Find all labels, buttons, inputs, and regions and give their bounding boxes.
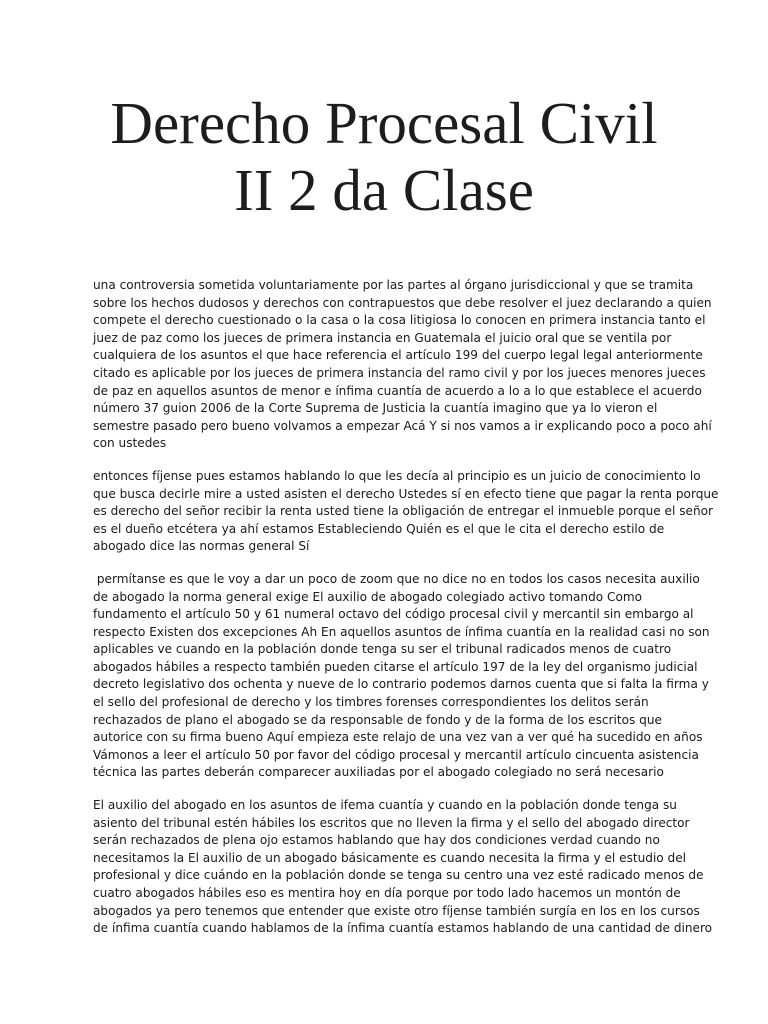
paragraph-line: autorice con su firma bueno Aquí empieza este relajo de una vez van a ver qué ha sucedido en años bbox=[93, 730, 703, 745]
paragraph-line: que busca decirle mire a usted asisten el derecho Ustedes sí en efecto tiene que pagar la renta porque bbox=[93, 486, 719, 501]
paragraph-line: técnica las partes deberán comparecer auxiliadas por el abogado colegiado no será necesario bbox=[93, 765, 664, 780]
paragraph-line: fundamento el artículo 50 y 61 numeral octavo del código procesal civil y mercantil sin embargo al bbox=[93, 607, 694, 622]
paragraph-line: El auxilio del abogado en los asuntos de ifema cuantía y cuando en la población donde tenga su bbox=[93, 798, 677, 813]
paragraph bbox=[93, 797, 713, 938]
paragraph-line: cualquiera de los asuntos el que hace referencia el artículo 199 del cuerpo legal legal anteriormente bbox=[93, 348, 703, 363]
paragraph-line: respecto Existen dos excepciones Ah En aquellos asuntos de ínfima cuantía en la realidad casi no son bbox=[93, 624, 710, 639]
paragraph-line: cuatro abogados hábiles eso es mentira hoy en día porque por todo lado hacemos un montón de bbox=[93, 886, 681, 900]
paragraph-line: número 37 guion 2006 de la Corte Suprema de Justicia la cuantía imagino que ya lo vieron el bbox=[93, 401, 658, 416]
paragraph-line: abogado dice las normas general Sí bbox=[93, 539, 310, 554]
paragraph bbox=[93, 571, 710, 782]
paragraph-line: semestre pasado pero bueno volvamos a empezar Acá Y si nos vamos a ir explicando poco a poco ahí bbox=[93, 418, 712, 433]
title-line: Derecho Procesal Civil bbox=[110, 90, 658, 156]
paragraph-line: sobre los hechos dudosos y derechos con contrapuestos que debe resolver el juez declarando a quien bbox=[93, 295, 712, 310]
paragraph-line: abogados hábiles a respecto también pueden citarse el artículo 197 de la ley del organismo judicial bbox=[93, 659, 698, 674]
title-line: II 2 da Clase bbox=[234, 157, 534, 223]
paragraph-line: de paz en aquellos asuntos de menor e ínfima cuantía de acuerdo a lo a lo que establece el acuerdo bbox=[93, 383, 702, 398]
paragraph-line: abogados ya pero tenemos que entender que existe otro fíjense también surgía en los en los cursos bbox=[93, 903, 700, 918]
paragraph-line: es el dueño etcétera ya ahí estamos Estableciendo Quién es el que le cita el derecho estilo de bbox=[93, 521, 665, 536]
paragraph-line: citado es aplicable por los jueces de primera instancia del ramo civil y por los jueces menores jueces bbox=[93, 365, 706, 380]
document-body bbox=[93, 277, 719, 953]
paragraph-line: compete el derecho cuestionado o la casa o la cosa litigiosa lo conocen en primera instancia tanto el bbox=[93, 313, 706, 328]
paragraph-line: decreto legislativo dos ochenta y nueve de lo contrario podemos darnos cuenta que si falta la firma y bbox=[93, 677, 709, 692]
paragraph-line: asiento del tribunal estén hábiles los escritos que no lleven la firma y el sello del abogado director bbox=[93, 815, 690, 830]
paragraph-line: de ínfima cuantía cuando hablamos de la ínfima cuantía estamos hablando de una cantidad de dinero bbox=[93, 921, 713, 936]
paragraph-line: Vámonos a leer el artículo 50 por favor del código procesal y mercantil artículo cincuenta asistencia bbox=[93, 747, 699, 762]
paragraph-line: con ustedes bbox=[93, 436, 167, 451]
paragraph-line: entonces fíjense pues estamos hablando lo que les decía al principio es un juicio de conocimiento lo bbox=[93, 468, 701, 483]
paragraph-line: es derecho del señor recibir la renta usted tiene la obligación de entregar el inmueble porque el señor bbox=[93, 504, 713, 519]
paragraph-line: serán rechazados de plena ojo estamos hablando que hay dos condiciones verdad cuando no bbox=[93, 833, 660, 848]
paragraph bbox=[93, 468, 719, 556]
paragraph-line: rechazados de plano el abogado se da responsable de fondo y de la forma de los escritos que bbox=[93, 712, 662, 727]
paragraph-line: juez de paz como los jueces de primera instancia en Guatemala el juicio oral que se ventila por bbox=[93, 330, 672, 345]
paragraph-line: el sello del profesional de derecho y los timbres forenses correspondientes los delitos serán bbox=[93, 695, 649, 710]
paragraph-line: profesional y dice cuándo en la población donde se tenga su centro una vez esté radicado menos de bbox=[93, 868, 704, 883]
document-title bbox=[60, 90, 708, 224]
paragraph-line: necesitamos la El auxilio de un abogado básicamente es cuando necesita la firma y el estudio del bbox=[93, 850, 687, 865]
paragraph-line: de abogado la norma general exige El auxilio de abogado colegiado activo tomando Como bbox=[93, 589, 643, 604]
paragraph-line: permítanse es que le voy a dar un poco de zoom que no dice no en todos los casos necesita auxilio bbox=[93, 571, 700, 586]
paragraph-line: una controversia sometida voluntariamente por las partes al órgano jurisdiccional y que se tramita bbox=[93, 278, 694, 292]
paragraph bbox=[93, 277, 712, 453]
paragraph-line: aplicables ve cuando en la población donde tenga su ser el tribunal radicados menos de cuatro bbox=[93, 642, 672, 657]
